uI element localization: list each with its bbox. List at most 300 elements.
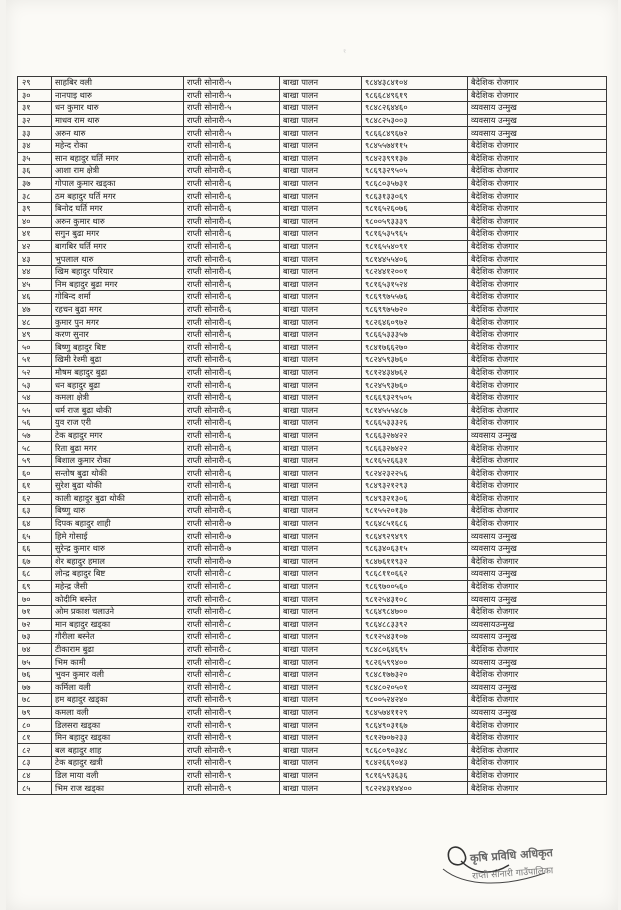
phone-cell: ९८४४३८४१०४: [362, 77, 468, 90]
table-row: [18, 341, 607, 354]
serial-cell: ७८: [18, 694, 52, 707]
phone-cell: ९८६४८५१६८६: [362, 517, 468, 530]
address-cell: राप्ती सोनारी-६: [184, 291, 280, 304]
name-cell: मौषम बहादुर बुढा: [52, 366, 184, 379]
address-cell: राप्ती सोनारी-८: [184, 568, 280, 581]
address-cell: राप्ती सोनारी-५: [184, 114, 280, 127]
address-cell: राप्ती सोनारी-६: [184, 328, 280, 341]
table-row: [18, 555, 607, 568]
table-row: [18, 744, 607, 757]
table-row: [18, 89, 607, 102]
serial-cell: ३४: [18, 139, 52, 152]
serial-cell: ८५: [18, 782, 52, 795]
serial-cell: ५८: [18, 442, 52, 455]
table-row: [18, 580, 607, 593]
serial-cell: ३६: [18, 165, 52, 178]
occupation-cell: बाखा पालन: [280, 757, 362, 770]
name-cell: लोन्द्र बहादुर बिष्ट: [52, 568, 184, 581]
status-cell: बैदेशिक रोजगार: [468, 379, 607, 392]
serial-cell: ३९: [18, 202, 52, 215]
address-cell: राप्ती सोनारी-६: [184, 454, 280, 467]
phone-cell: ९८१२५४३१०७: [362, 631, 468, 644]
status-cell: बैदेशिक रोजगार: [468, 366, 607, 379]
serial-cell: ४७: [18, 303, 52, 316]
status-cell: बैदेशिक रोजगार: [468, 417, 607, 430]
serial-cell: ७३: [18, 631, 52, 644]
occupation-cell: बाखा पालन: [280, 505, 362, 518]
occupation-cell: बाखा पालन: [280, 152, 362, 165]
address-cell: राप्ती सोनारी-६: [184, 215, 280, 228]
address-cell: राप्ती सोनारी-६: [184, 139, 280, 152]
table-row: [18, 316, 607, 329]
table-row: [18, 240, 607, 253]
table-row: [18, 291, 607, 304]
status-cell: बैदेशिक रोजगार: [468, 77, 607, 90]
occupation-cell: बाखा पालन: [280, 719, 362, 732]
address-cell: राप्ती सोनारी-६: [184, 442, 280, 455]
address-cell: राप्ती सोनारी-६: [184, 228, 280, 241]
serial-cell: ६०: [18, 467, 52, 480]
address-cell: राप्ती सोनारी-८: [184, 593, 280, 606]
serial-cell: ४६: [18, 291, 52, 304]
occupation-cell: बाखा पालन: [280, 253, 362, 266]
status-cell: बैदेशिक रोजगार: [468, 580, 607, 593]
address-cell: राप्ती सोनारी-६: [184, 278, 280, 291]
name-cell: कुमार पुन मगर: [52, 316, 184, 329]
status-cell: व्यवसाय उन्मुख: [468, 593, 607, 606]
status-cell: बैदेशिक रोजगार: [468, 89, 607, 102]
address-cell: राप्ती सोनारी-६: [184, 253, 280, 266]
address-cell: राप्ती सोनारी-८: [184, 631, 280, 644]
name-cell: कर्मिला वली: [52, 681, 184, 694]
status-cell: बैदेशिक रोजगार: [468, 492, 607, 505]
table-row: [18, 530, 607, 543]
occupation-cell: बाखा पालन: [280, 643, 362, 656]
status-cell: बैदेशिक रोजगार: [468, 467, 607, 480]
serial-cell: ६१: [18, 480, 52, 493]
status-cell: बैदेशिक रोजगार: [468, 517, 607, 530]
address-cell: राप्ती सोनारी-६: [184, 240, 280, 253]
serial-cell: ६५: [18, 530, 52, 543]
name-cell: रिता बुढा मगर: [52, 442, 184, 455]
table-row: [18, 618, 607, 631]
name-cell: बिशाल कुमार रोका: [52, 454, 184, 467]
phone-cell: ९८१४५५५४८७: [362, 404, 468, 417]
phone-cell: ९८६८०९०३४८: [362, 744, 468, 757]
occupation-cell: बाखा पालन: [280, 593, 362, 606]
table-body: [18, 77, 607, 795]
serial-cell: ७७: [18, 681, 52, 694]
name-cell: गोपाल कुमार खड्का: [52, 177, 184, 190]
serial-cell: ५६: [18, 417, 52, 430]
phone-cell: ९८१६५९३६३६: [362, 769, 468, 782]
phone-cell: ९८६४९२९४९९: [362, 530, 468, 543]
phone-cell: ९८२४४१२००१: [362, 265, 468, 278]
name-cell: डिल माया वली: [52, 769, 184, 782]
status-cell: बैदेशिक रोजगार: [468, 215, 607, 228]
name-cell: कोदीमि बस्नेत: [52, 593, 184, 606]
occupation-cell: बाखा पालन: [280, 341, 362, 354]
occupation-cell: बाखा पालन: [280, 668, 362, 681]
occupation-cell: बाखा पालन: [280, 517, 362, 530]
occupation-cell: बाखा पालन: [280, 681, 362, 694]
signature-office: राप्ती सोनारी गाउँपालिका: [471, 866, 554, 882]
status-cell: बैदेशिक रोजगार: [468, 391, 607, 404]
name-cell: ठम बहादुर घर्ति मगर: [52, 190, 184, 203]
occupation-cell: बाखा पालन: [280, 467, 362, 480]
serial-cell: ४२: [18, 240, 52, 253]
status-cell: बैदेशिक रोजगार: [468, 228, 607, 241]
table-row: [18, 681, 607, 694]
occupation-cell: बाखा पालन: [280, 77, 362, 90]
occupation-cell: बाखा पालन: [280, 114, 362, 127]
name-cell: अरुन थारु: [52, 127, 184, 140]
phone-cell: ९८६६५३३३२६: [362, 417, 468, 430]
name-cell: शेर बहादुर हमाल: [52, 555, 184, 568]
occupation-cell: बाखा पालन: [280, 429, 362, 442]
name-cell: सगुन बुढा मगर: [52, 228, 184, 241]
name-cell: बिष्णु बहादुर बिष्ट: [52, 341, 184, 354]
table-row: [18, 417, 607, 430]
address-cell: राप्ती सोनारी-६: [184, 417, 280, 430]
serial-cell: ७९: [18, 706, 52, 719]
name-cell: भुवन कुमार वली: [52, 668, 184, 681]
name-cell: काली बहादुर बुढा थोकी: [52, 492, 184, 505]
status-cell: व्यवसाय उन्मुख: [468, 114, 607, 127]
status-cell: बैदेशिक रोजगार: [468, 605, 607, 618]
name-cell: सुरेश बुढा थोकी: [52, 480, 184, 493]
serial-cell: ५७: [18, 429, 52, 442]
status-cell: बैदेशिक रोजगार: [468, 165, 607, 178]
name-cell: सुरेन्द्र कुमार थारु: [52, 542, 184, 555]
occupation-cell: बाखा पालन: [280, 127, 362, 140]
phone-cell: ९८६६३२७४२२: [362, 442, 468, 455]
status-cell: बैदेशिक रोजगार: [468, 694, 607, 707]
occupation-cell: बाखा पालन: [280, 215, 362, 228]
name-cell: टेक बहादुर खत्री: [52, 757, 184, 770]
name-cell: बल बहादुर शाह: [52, 744, 184, 757]
phone-cell: ९८१६५३५९६५: [362, 228, 468, 241]
address-cell: राप्ती सोनारी-९: [184, 744, 280, 757]
phone-cell: ९८२४५९३७६०: [362, 354, 468, 367]
table-row: [18, 480, 607, 493]
name-cell: रहचन बुढा मगर: [52, 303, 184, 316]
name-cell: धन बहादुर बुढा: [52, 379, 184, 392]
table-row: [18, 719, 607, 732]
serial-cell: ८१: [18, 731, 52, 744]
table-row: [18, 568, 607, 581]
phone-cell: ९८४२६६९०४३: [362, 757, 468, 770]
serial-cell: ४८: [18, 316, 52, 329]
table-row: [18, 114, 607, 127]
table-row: [18, 127, 607, 140]
status-cell: बैदेशिक रोजगार: [468, 782, 607, 795]
table-row: [18, 631, 607, 644]
phone-cell: ९८२६५९९४००: [362, 656, 468, 669]
occupation-cell: बाखा पालन: [280, 139, 362, 152]
table-row: [18, 379, 607, 392]
table-row: [18, 668, 607, 681]
status-cell: बैदेशिक रोजगार: [468, 278, 607, 291]
name-cell: बिष्णु थारु: [52, 505, 184, 518]
address-cell: राप्ती सोनारी-५: [184, 77, 280, 90]
status-cell: बैदेशिक रोजगार: [468, 139, 607, 152]
address-cell: राप्ती सोनारी-६: [184, 354, 280, 367]
address-cell: राप्ती सोनारी-६: [184, 429, 280, 442]
occupation-cell: बाखा पालन: [280, 694, 362, 707]
occupation-cell: बाखा पालन: [280, 379, 362, 392]
table-row: [18, 731, 607, 744]
address-cell: राप्ती सोनारी-७: [184, 530, 280, 543]
serial-cell: ४१: [18, 228, 52, 241]
serial-cell: ५५: [18, 404, 52, 417]
occupation-cell: बाखा पालन: [280, 102, 362, 115]
name-cell: कमला क्षेत्री: [52, 391, 184, 404]
table-row: [18, 139, 607, 152]
name-cell: नानपाइ थारु: [52, 89, 184, 102]
phone-cell: ९८४५५७४११५: [362, 139, 468, 152]
serial-cell: ८४: [18, 769, 52, 782]
serial-cell: ८३: [18, 757, 52, 770]
status-cell: बैदेशिक रोजगार: [468, 404, 607, 417]
table-row: [18, 391, 607, 404]
address-cell: राप्ती सोनारी-६: [184, 480, 280, 493]
address-cell: राप्ती सोनारी-८: [184, 656, 280, 669]
name-cell: खिमी रेश्मी बुढा: [52, 354, 184, 367]
serial-cell: ७२: [18, 618, 52, 631]
name-cell: आशा राम क्षेत्री: [52, 165, 184, 178]
table-row: [18, 517, 607, 530]
serial-cell: ५९: [18, 454, 52, 467]
phone-cell: ९८६३४०६३१५: [362, 542, 468, 555]
phone-cell: ९८२२४३१४४००: [362, 782, 468, 795]
status-cell: बैदेशिक रोजगार: [468, 744, 607, 757]
phone-cell: ९८४८०६४६९५: [362, 643, 468, 656]
address-cell: राप्ती सोनारी-९: [184, 694, 280, 707]
serial-cell: ५४: [18, 391, 52, 404]
address-cell: राप्ती सोनारी-९: [184, 782, 280, 795]
name-cell: गोबिन्द शर्मा: [52, 291, 184, 304]
address-cell: राप्ती सोनारी-७: [184, 517, 280, 530]
table-row: [18, 782, 607, 795]
name-cell: निम बहादुर बुढा मगर: [52, 278, 184, 291]
phone-cell: ९८६४९८४७००: [362, 605, 468, 618]
occupation-cell: बाखा पालन: [280, 165, 362, 178]
occupation-cell: बाखा पालन: [280, 404, 362, 417]
address-cell: राप्ती सोनारी-७: [184, 555, 280, 568]
address-cell: राप्ती सोनारी-९: [184, 731, 280, 744]
name-cell: कमला वली: [52, 706, 184, 719]
address-cell: राप्ती सोनारी-६: [184, 341, 280, 354]
name-cell: युव राज एरी: [52, 417, 184, 430]
status-cell: व्यवसाय उन्मुख: [468, 102, 607, 115]
serial-cell: ४४: [18, 265, 52, 278]
table-row: [18, 177, 607, 190]
name-cell: माधव राम थारु: [52, 114, 184, 127]
phone-cell: ९८६३१३३०६९: [362, 190, 468, 203]
address-cell: राप्ती सोनारी-८: [184, 605, 280, 618]
name-cell: भिम कामी: [52, 656, 184, 669]
serial-cell: ३०: [18, 89, 52, 102]
address-cell: राप्ती सोनारी-५: [184, 89, 280, 102]
occupation-cell: बाखा पालन: [280, 265, 362, 278]
address-cell: राप्ती सोनारी-६: [184, 202, 280, 215]
serial-cell: ३२: [18, 114, 52, 127]
serial-cell: ५०: [18, 341, 52, 354]
table-row: [18, 542, 607, 555]
phone-cell: ९८६६८४९६१९: [362, 89, 468, 102]
phone-cell: ९८४२३९९१३७: [362, 152, 468, 165]
name-cell: धर्म राज बुढा थोकी: [52, 404, 184, 417]
serial-cell: ७६: [18, 668, 52, 681]
name-cell: गौरीला बस्नेत: [52, 631, 184, 644]
serial-cell: ७५: [18, 656, 52, 669]
occupation-cell: बाखा पालन: [280, 580, 362, 593]
table-row: [18, 757, 607, 770]
name-cell: बिनोद घर्ति मगर: [52, 202, 184, 215]
phone-cell: ९८४१७६६२७०: [362, 341, 468, 354]
name-cell: टेक बहादुर मगर: [52, 429, 184, 442]
phone-cell: ९८६९३२९५०५: [362, 165, 468, 178]
name-cell: मिन बहादुर खड्का: [52, 731, 184, 744]
serial-cell: ६३: [18, 505, 52, 518]
occupation-cell: बाखा पालन: [280, 530, 362, 543]
address-cell: राप्ती सोनारी-८: [184, 681, 280, 694]
address-cell: राप्ती सोनारी-५: [184, 102, 280, 115]
phone-cell: ९८१५५२०१३७: [362, 505, 468, 518]
address-cell: राप्ती सोनारी-७: [184, 542, 280, 555]
status-cell: बैदेशिक रोजगार: [468, 177, 607, 190]
occupation-cell: बाखा पालन: [280, 492, 362, 505]
table-row: [18, 643, 607, 656]
table-row: [18, 429, 607, 442]
phone-cell: ९८६९७००५६०: [362, 580, 468, 593]
table-row: [18, 454, 607, 467]
address-cell: राप्ती सोनारी-८: [184, 580, 280, 593]
table-row: [18, 769, 607, 782]
serial-cell: ७१: [18, 605, 52, 618]
table-row: [18, 77, 607, 90]
phone-cell: ९८१६५३१५२४: [362, 278, 468, 291]
phone-cell: ९८४८०२०५०१: [362, 681, 468, 694]
serial-cell: ४९: [18, 328, 52, 341]
phone-cell: ९८४९३२१३०६: [362, 492, 468, 505]
table-row: [18, 706, 607, 719]
serial-cell: ८२: [18, 744, 52, 757]
status-cell: बैदेशिक रोजगार: [468, 240, 607, 253]
name-cell: करण सुनार: [52, 328, 184, 341]
serial-cell: ४३: [18, 253, 52, 266]
phone-cell: ९८४८२६४४६०: [362, 102, 468, 115]
phone-cell: ९८००५९३३३९: [362, 215, 468, 228]
address-cell: राप्ती सोनारी-६: [184, 404, 280, 417]
address-cell: राप्ती सोनारी-९: [184, 719, 280, 732]
address-cell: राप्ती सोनारी-६: [184, 303, 280, 316]
table-row: [18, 253, 607, 266]
status-cell: व्यवसाय उन्मुख: [468, 706, 607, 719]
address-cell: राप्ती सोनारी-६: [184, 467, 280, 480]
phone-cell: ९८१२४३४७६२: [362, 366, 468, 379]
table-row: [18, 404, 607, 417]
status-cell: बैदेशिक रोजगार: [468, 668, 607, 681]
serial-cell: ३१: [18, 102, 52, 115]
occupation-cell: बाखा पालन: [280, 291, 362, 304]
table-row: [18, 328, 607, 341]
address-cell: राप्ती सोनारी-६: [184, 190, 280, 203]
phone-cell: ९८१४४५५४०६: [362, 253, 468, 266]
phone-cell: ९८६४९०३१६७: [362, 719, 468, 732]
name-cell: डिलसरा खड्का: [52, 719, 184, 732]
address-cell: राप्ती सोनारी-९: [184, 757, 280, 770]
serial-cell: ६८: [18, 568, 52, 581]
occupation-cell: बाखा पालन: [280, 618, 362, 631]
occupation-cell: बाखा पालन: [280, 454, 362, 467]
status-cell: बैदेशिक रोजगार: [468, 341, 607, 354]
name-cell: अरुन कुमार थारु: [52, 215, 184, 228]
status-cell: व्यवसाय उन्मुख: [468, 568, 607, 581]
table-row: [18, 442, 607, 455]
status-cell: बैदेशिक रोजगार: [468, 316, 607, 329]
phone-cell: ९८००५२४२४०: [362, 694, 468, 707]
status-cell: व्यवसाय उन्मुख: [468, 542, 607, 555]
table-row: [18, 366, 607, 379]
phone-cell: ९८४८१७७३२०: [362, 668, 468, 681]
status-cell: व्यवसाय उन्मुख: [468, 656, 607, 669]
name-cell: धन कुमार थारु: [52, 102, 184, 115]
occupation-cell: बाखा पालन: [280, 278, 362, 291]
phone-cell: ९८६८०३५७३१: [362, 177, 468, 190]
table-row: [18, 102, 607, 115]
status-cell: बैदेशिक रोजगार: [468, 190, 607, 203]
occupation-cell: बाखा पालन: [280, 631, 362, 644]
status-cell: व्यवसाय उन्मुख: [468, 530, 607, 543]
occupation-cell: बाखा पालन: [280, 316, 362, 329]
occupation-cell: बाखा पालन: [280, 366, 362, 379]
address-cell: राप्ती सोनारी-६: [184, 492, 280, 505]
name-cell: सान बहादुर घर्ति मगर: [52, 152, 184, 165]
occupation-cell: बाखा पालन: [280, 769, 362, 782]
occupation-cell: बाखा पालन: [280, 744, 362, 757]
occupation-cell: बाखा पालन: [280, 190, 362, 203]
table-row: [18, 605, 607, 618]
occupation-cell: बाखा पालन: [280, 202, 362, 215]
serial-cell: ६७: [18, 555, 52, 568]
table-row: [18, 165, 607, 178]
serial-cell: ८०: [18, 719, 52, 732]
table-row: [18, 467, 607, 480]
serial-cell: ६६: [18, 542, 52, 555]
name-cell: हम बहादुर खड्का: [52, 694, 184, 707]
name-cell: साहबिर वली: [52, 77, 184, 90]
address-cell: राप्ती सोनारी-८: [184, 643, 280, 656]
phone-cell: ९८६६३२७४२२: [362, 429, 468, 442]
name-cell: सन्तोष बुढा थोकी: [52, 467, 184, 480]
status-cell: बैदेशिक रोजगार: [468, 328, 607, 341]
phone-cell: ९८४५७४११२९: [362, 706, 468, 719]
address-cell: राप्ती सोनारी-६: [184, 265, 280, 278]
status-cell: बैदेशिक रोजगार: [468, 731, 607, 744]
phone-cell: ९८६८११०६६२: [362, 568, 468, 581]
table-row: [18, 505, 607, 518]
status-cell: बैदेशिक रोजगार: [468, 505, 607, 518]
address-cell: राप्ती सोनारी-६: [184, 316, 280, 329]
phone-cell: ९८६६८४९६७२: [362, 127, 468, 140]
table-row: [18, 492, 607, 505]
serial-cell: ३८: [18, 190, 52, 203]
occupation-cell: बाखा पालन: [280, 354, 362, 367]
status-cell: बैदेशिक रोजगार: [468, 719, 607, 732]
status-cell: व्यवसाय उन्मुख: [468, 681, 607, 694]
